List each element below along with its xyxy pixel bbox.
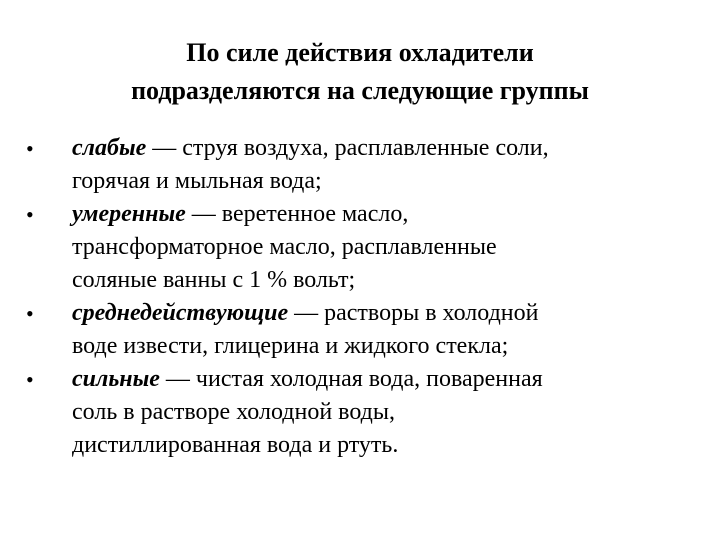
item-term: слабые bbox=[72, 135, 147, 161]
item-line: соляные ванны с 1 % вольт; bbox=[72, 267, 356, 293]
item-text: — растворы в холодной bbox=[288, 300, 539, 326]
item-text: — чистая холодная вода, поваренная bbox=[159, 366, 543, 392]
item-line bbox=[72, 363, 704, 396]
item-line: соль в растворе холодной воды, bbox=[72, 399, 395, 425]
bullet-icon: • bbox=[26, 367, 34, 392]
item-term: среднедействующие bbox=[72, 300, 289, 326]
item-term: сильные bbox=[72, 366, 160, 392]
item-line: воде извести, глицерина и жидкого стекла; bbox=[72, 333, 509, 359]
item-line: трансформаторное масло, расплавленные bbox=[72, 234, 497, 260]
list-item-medium bbox=[24, 297, 704, 363]
item-text: — веретенное масло, bbox=[185, 201, 409, 227]
item-line bbox=[72, 198, 704, 231]
list-item-weak bbox=[24, 132, 704, 198]
bullet-icon: • bbox=[26, 136, 34, 161]
item-line bbox=[72, 132, 704, 165]
item-line bbox=[72, 297, 704, 330]
bullet-list bbox=[24, 132, 704, 462]
title-line-2: подразделяются на следующие группы bbox=[131, 76, 589, 105]
bullet-icon: • bbox=[26, 202, 34, 227]
item-line: горячая и мыльная вода; bbox=[72, 168, 322, 194]
list-item-moderate bbox=[24, 198, 704, 297]
slide-title bbox=[40, 34, 680, 110]
list-item-strong bbox=[24, 363, 704, 462]
item-line: дистиллированная вода и ртуть. bbox=[72, 432, 399, 458]
item-term: умеренные bbox=[72, 201, 186, 227]
item-text: — струя воздуха, расплавленные соли, bbox=[146, 135, 549, 161]
title-line-1: По силе действия охладители bbox=[186, 38, 534, 67]
bullet-icon: • bbox=[26, 301, 34, 326]
